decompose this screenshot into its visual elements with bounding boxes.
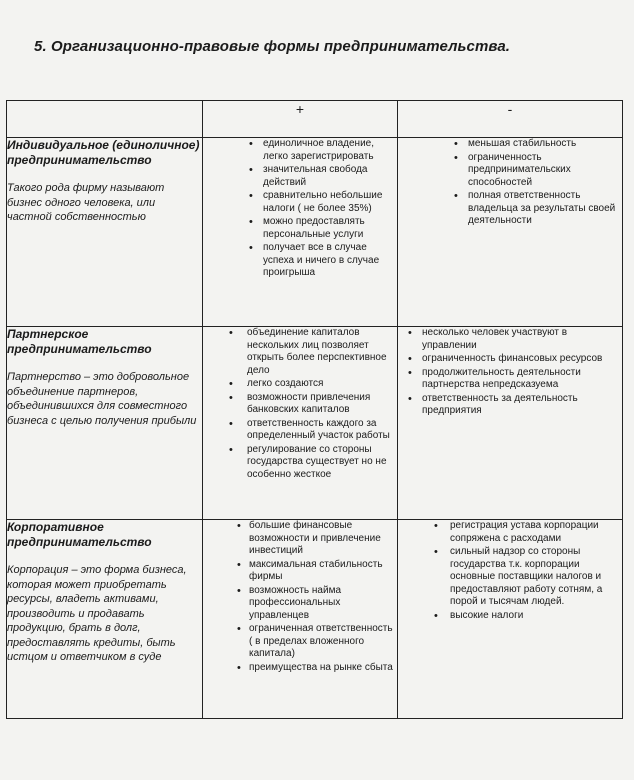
cons-cell <box>398 138 623 327</box>
con-item: • регистрация устава корпорации сопряжена с расходами <box>398 520 622 545</box>
header-empty-cell <box>7 101 203 138</box>
pro-item: • регулирование со стороны государства существует но не особенно жесткое <box>203 444 397 482</box>
form-title: Партнерское предпринимательство <box>7 327 152 356</box>
pros-cell <box>203 138 398 327</box>
pros-cell <box>203 520 398 719</box>
con-item: • меньшая стабильность <box>398 138 622 151</box>
form-description: Корпорация – это форма бизнеса, которая может приобретать ресурсы, владеть активами, производить и продавать продукцию, брать в долг, предоставлять кредиты, быть истцом и ответчиком в суде <box>7 564 187 663</box>
table-row-partnership <box>7 327 623 520</box>
pro-item: • получает все в случае успеха и ничего в случае проигрыша <box>203 242 397 280</box>
pro-item: • объединение капиталов нескольких лиц позволяет открыть более перспективное дело <box>203 327 397 377</box>
pro-item: • значительная свобода действий <box>203 164 397 189</box>
form-description: Такого рода фирму называют бизнес одного человека, или частной собственностью <box>7 182 165 223</box>
form-cell <box>7 138 203 327</box>
con-item: • ответственность за деятельность предприятия <box>398 393 622 418</box>
form-cell <box>7 520 203 719</box>
pro-item: • сравнительно небольшие налоги ( не более 35%) <box>203 190 397 215</box>
pro-item: • единоличное владение, легко зарегистрировать <box>203 138 397 163</box>
cons-cell <box>398 327 623 520</box>
con-item: • несколько человек участвуют в управлении <box>398 327 622 352</box>
pro-item: • преимущества на рынке сбыта <box>203 662 397 675</box>
table-row-corporate <box>7 520 623 719</box>
con-item: • высокие налоги <box>398 610 622 623</box>
con-item: • продолжительность деятельности партнерства непредсказуема <box>398 367 622 392</box>
con-item: • ограниченность финансовых ресурсов <box>398 353 622 366</box>
cons-cell <box>398 520 623 719</box>
con-item: • ограниченность предпринимательских способностей <box>398 152 622 190</box>
form-title: Индивидуальное (единоличное) предпринимательство <box>7 138 200 167</box>
form-title: Корпоративное предпринимательство <box>7 520 152 549</box>
pros-cell <box>203 327 398 520</box>
header-plus: + <box>203 101 398 138</box>
header-minus: - <box>398 101 623 138</box>
form-cell <box>7 327 203 520</box>
pro-item: • ограниченная ответственность ( в пределах вложенного капитала) <box>203 623 397 661</box>
table-row-individual <box>7 138 623 327</box>
pro-item: • большие финансовые возможности и привлечение инвестиций <box>203 520 397 558</box>
con-item: • полная ответственность владельца за результаты своей деятельности <box>398 190 622 228</box>
form-description: Партнерство – это добровольное объединение партнеров, объединившихся для совместного бизнеса с целью получения прибыли <box>7 371 197 427</box>
con-item: • сильный надзор со стороны государства т.к. корпорации основные поставщики налогов и предоставляют работу сотням, а порой и тысячам людей. <box>398 546 622 609</box>
pro-item: • ответственность каждого за определенный участок работы <box>203 418 397 443</box>
pro-item: • возможности привлечения банковских капиталов <box>203 392 397 417</box>
page-title: 5. Организационно-правовые формы предпринимательства. <box>34 38 511 55</box>
business-forms-table <box>6 100 623 719</box>
pro-item: • легко создаются <box>203 378 397 391</box>
pro-item: • возможность найма профессиональных управленцев <box>203 585 397 623</box>
pro-item: • максимальная стабильность фирмы <box>203 559 397 584</box>
table-header-row <box>7 101 623 138</box>
pro-item: • можно предоставлять персональные услуги <box>203 216 397 241</box>
